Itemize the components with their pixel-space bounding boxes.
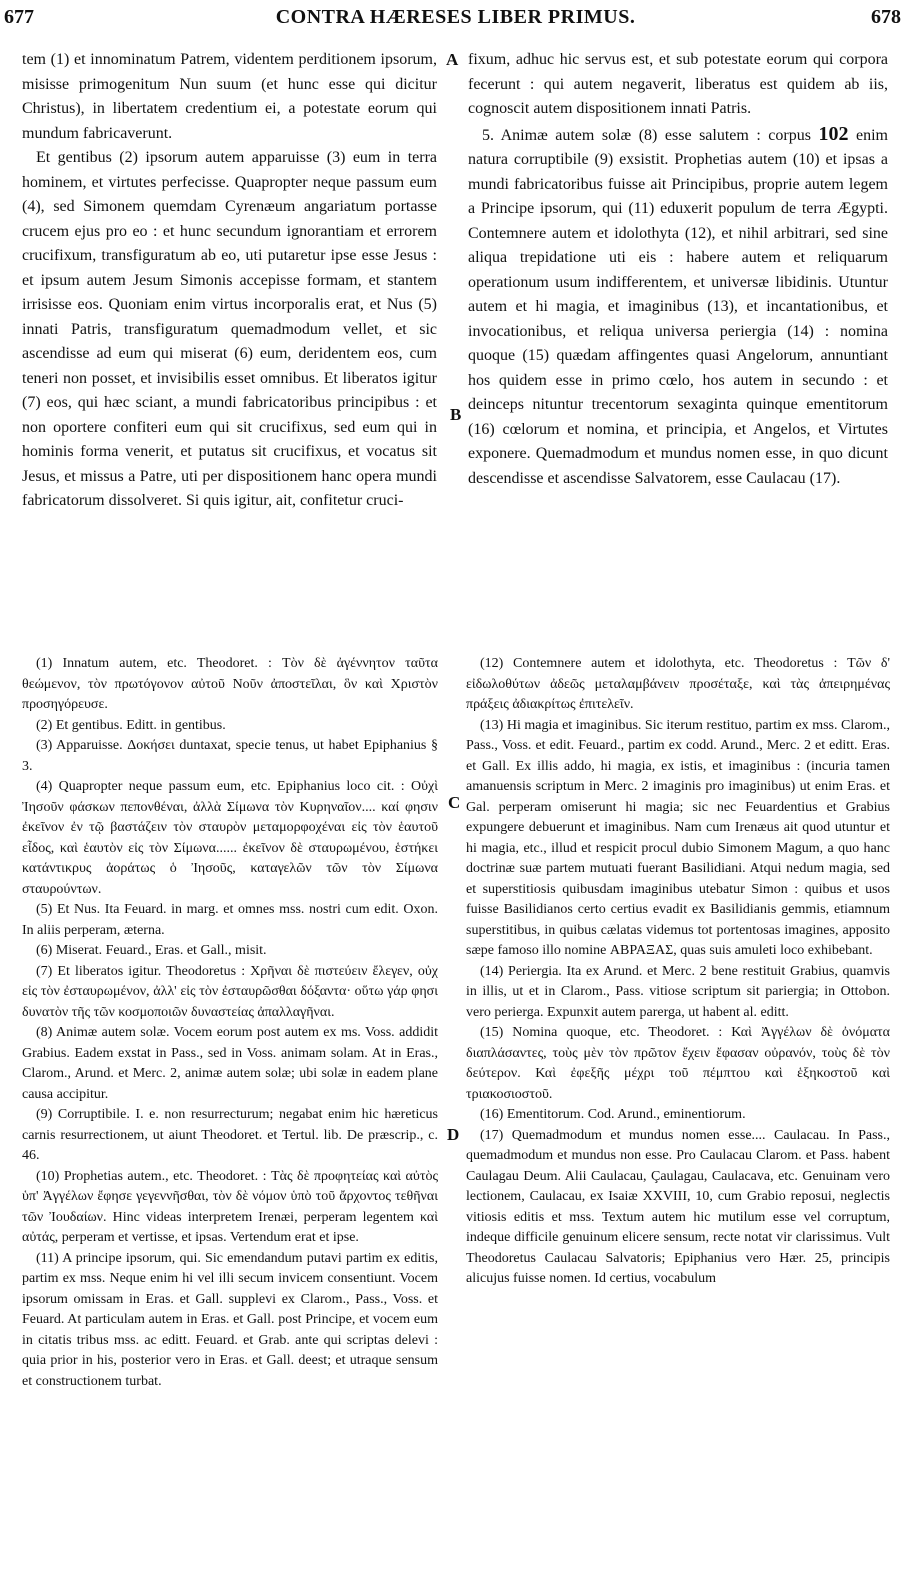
main-paragraph: fixum, adhuc hic servus est, et sub potestate eorum qui corpora fecerunt : qui autem negaverit, liberatus est quidem ab iis, cognoscit autem dispositionem innati Patris. xyxy=(468,51,888,117)
footnote: (1) Innatum autem, etc. Theodoret. : Τὸν δὲ ἀγέννητον ταῦτα θεώμενον, τὸν πρωτόγονον αὐτοῦ Νοῦν ἀποστεῖλαι, ὃν καὶ Χριστὸν προσηγόρευσε. xyxy=(22,656,438,712)
footnote: (7) Et liberatos igitur. Theodoretus : Χρῆναι δὲ πιστεύειν ἔλεγεν, οὐχ εἰς τὸν ἐσταυρωμένον, ἀλλ' εἰς τὸν ἐσταυρῶσθαι δόξαντα· οὕτω γάρ φησι δυνατὸν τῆς τῶν κοσμοποιῶν δυναστείας ἀπαλλαγῆναι. xyxy=(22,963,438,1020)
footnote: (17) Quemadmodum et mundus nomen esse.... Caulacau. In Pass., quemadmodum et mundus non esse. Pro Caulacau Clarom. et Pass. habent Caulagau Deum. Alii Caulacau, Çaulagau, Caulacava, etc. Genuinam vero lectionem, Caulacau, ex Isaiæ XXVIII, 10, cum Grabio reposui, neglectis vitiosis editis et mss. Textum autem hic mutilum esse vel corruptum, indeque difficile genuinum elicere sensum, recte notat vir clarissimus. Vult Theodoretus Caulacau Salvatoris; Epiphanius vero Hær. 25, principis alicujus fuisse nomen. Id certius, vocabulum xyxy=(466,1127,890,1286)
section-text-cont: enim natura corruptibile (9) exsistit. Prophetias autem (10) et ipsas a mundi fabricatoribus fuisse ait Principibus, proprie autem legem a Principe ipsorum, qui (11) eduxerit populum de terra Ægypti. Contemnere autem et idolothyta (12), et nihil arbitrari, sed sine aliqua trepidatione uti eis : habere autem et reliquarum operationum usum indifferentem, et universæ libidinis. Utuntur autem et hi magia, et imaginibus (13), et incantationibus, et invocationibus, et reliqua universa periergia (14) : nomina quoque (15) quædam affingentes quasi Angelorum, annuntiant hos quidem esse in primo cœlo, hos autem in secundo : et deinceps nituntur trecentorum sexaginta quinque ementitorum (16) cœlorum et nomina, et principia, et Angelos, et Virtutes exponere. Quemadmodum et mundus nomen esse, in quo dicunt descendisse et ascendisse Salvatorem, esse Caulacau (17). xyxy=(468,126,888,487)
footnote: (11) A principe ipsorum, qui. Sic emendandum putavi partim ex editis, partim ex mss. Neque enim hi vel illi secum invicem consentiunt. Vocem ipsorum omissam in Eras. et Gall. supplevi ex Clarom., Pass., Voss. et Feuard. At particulam autem in Eras. et Gall. post Principe, et vocem eum in citatis tribus mss. ac editt. Feuard. et Grab. ante qui scriptas delevi : quia prior in his, posterior vero in Eras. et Gall. deest; et utraque sensum et constructionem turbat. xyxy=(22,1250,438,1389)
main-text-left-column xyxy=(22,48,437,514)
margin-letter-b: B xyxy=(450,405,462,424)
footnote: (2) Et gentibus. Editt. in gentibus. xyxy=(36,717,226,733)
margin-letter-c: C xyxy=(448,793,461,812)
footnote: (15) Nomina quoque, etc. Theodoret. : Καὶ Ἀγγέλων δὲ ὀνόματα διαπλάσαντες, τοὺς μὲν τὸν πρῶτον ἔχειν ἔφασαν οὐρανόν, τοὺς δὲ τὸν δεύτερον. Καὶ ἐφεξῆς μέχρι τοῦ πέμπτου καὶ ἑξηκοστοῦ καὶ τριακοσιοστοῦ. xyxy=(466,1025,890,1102)
footnote: (10) Prophetias autem., etc. Theodoret. : Τὰς δὲ προφητείας καὶ αὐτὸς ὑπ' Ἀγγέλων ἔφησε γεγεννῆσθαι, τὸν δὲ νόμον ὑπὸ τοῦ ἄρχοντος τεθῆναι τῶν Ἰουδαίων. Hinc videas interpretem Irenæi, perperam legentem καὶ αὐτάς, perperam et vertisse, et ipsas. Vertendum erat et ipse. xyxy=(22,1168,438,1245)
main-paragraph: Et gentibus (2) ipsorum autem apparuisse (3) eum in terra hominem, et virtutes perfecisse. Quapropter neque passum eum (4), sed Simonem quemdam Cyrenæum angariatum portasse crucem ejus pro eo : et hunc secundum ignorantiam et errorem crucifixum, transfiguratum ab eo, uti putaretur ipse esse Jesus : et ipsum autem Jesum Simonis accepisse formam, et stantem irrisisse eos. Quoniam enim virtus incorporalis erat, et Nus (5) innati Patris, transfiguratum quemadmodum vellet, et sic ascendisse ad eum qui miserat (6) eum, deridentem eos, cum teneri non posset, et invisibilis esset omnibus. Et liberatos igitur (7) eos, qui hæc sciant, a mundi fabricatoribus principibus : et non oportere confiteri eum qui sit crucifixus, sed eum qui in hominis forma venerit, et putatus sit crucifixus, et vocatus sit Jesus, et missus a Patre, uti per dispositionem hanc opera mundi fabricatorum dissolveret. Si quis igitur, ait, confitetur cruci- xyxy=(22,149,437,509)
footnote: (3) Apparuisse. Δοκήσει duntaxat, specie tenus, ut habet Epiphanius § 3. xyxy=(22,738,438,774)
footnote: (6) Miserat. Feuard., Eras. et Gall., misit. xyxy=(36,943,267,958)
running-title: CONTRA HÆRESES LIBER PRIMUS. xyxy=(275,6,636,28)
section-number-badge: 102 xyxy=(818,122,849,145)
footnote: (5) Et Nus. Ita Feuard. in marg. et omnes mss. nostri cum edit. Oxon. In aliis perperam, æterna. xyxy=(22,902,438,938)
footnote: (13) Hi magia et imaginibus. Sic iterum restituo, partim ex mss. Clarom., Pass., Voss. et edit. Feuard., partim ex codd. Arund., Merc. 2 et editt. Eras. et Gall. Ex illis addo, hi magia, ex istis, et imaginibus : (incuria tamen amanuensis scriptum in Merc. 2 imaginis pro imaginibus) ut enim Eras. et Gal. perperam omiserunt hi magia; sic nec Feuardentius et Grabius expungere debuerunt et imaginibus. Nam cum Irenæus ait quod utuntur et hi magia, etc., illud et respicit procul dubio Simonem Magum, a quo hanc doctrinæ suæ partem mutuati fuerant Basilidiani. Atqui nedum magia, sed et superstitiosis quibusdam imaginibus utebatur Simon : quibus et usos fuisse Basilidianos certo certius evadit ex Basilidianis gemmis, etiamnum superstitibus, in quibus cælatas videmus tot portentosas imagines, apposito sæpe famoso illo nomine ΑΒΡΑΞΑΣ, quas suis amuleti loco exhibebant. xyxy=(466,717,890,958)
margin-letter-a: A xyxy=(446,50,459,69)
footnote: (4) Quapropter neque passum eum, etc. Epiphanius loco cit. : Οὐχὶ Ἰησοῦν φάσκων πεπονθέναι, ἀλλὰ Σίμωνα τὸν Κυρηναῖον.... καί φησιν ἐκεῖνον ἐν τῷ βαστάζειν τὸν σταυρὸν μεταμορφοχέναι εἰς τὸν ἑαυτοῦ εἶδος, καὶ ἑαυτὸν εἰς τὸν Σίμωνα...... ἐκεῖνον δὲ σταυρωμένου, ἑστήκει κατάντικρυς ἀοράτως ὁ Ἰησοῦς, καταγελῶν τῶν τὸν Σίμωνα σταυρούντων. xyxy=(22,779,438,897)
footnotes-right-column xyxy=(466,654,890,1290)
footnote: (9) Corruptibile. I. e. non resurrecturum; negabat enim hic hæreticus carnis resurrectionem, ut aiunt Theodoret. et Tertul. lib. De præscrip., c. 46. xyxy=(22,1107,438,1163)
footnote: (8) Animæ autem solæ. Vocem eorum post autem ex ms. Voss. addidit Grabius. Eadem exstat in Pass., sed in Voss. animam solam. At in Eras., Clarom., Arund. et Merc. 2, animæ autem solæ; ubi solæ in eadem plane causa accipitur. xyxy=(22,1025,438,1102)
main-paragraph: tem (1) et innominatum Patrem, videntem perditionem ipsorum, misisse primogenitum Nun suum (et hunc esse qui dicitur Christus), in libertatem credentium ei, a potestate eorum qui mundum fabricaverunt. xyxy=(22,51,437,142)
section-text: 5. Animæ autem solæ (8) esse salutem : corpus xyxy=(482,126,811,144)
footnotes-left-column xyxy=(22,654,438,1392)
main-text-right-column xyxy=(468,48,888,491)
footnote: (12) Contemnere autem et idolothyta, etc. Theodoretus : Τῶν δ' εἰδωλοθύτων ἀδεῶς μεταλαμβάνειν προσέταξε, καὶ τὰς ἀπειρημένας πράξεις ἀδιακρίτως ἐπιτελεῖν. xyxy=(466,656,890,712)
page-number-right: 678 xyxy=(871,6,901,28)
main-paragraph-section-5 xyxy=(468,122,888,492)
footnote: (14) Periergia. Ita ex Arund. et Merc. 2 bene restituit Grabius, quamvis in illis, ut et in Clarom., Pass. vitiose scriptum sit pariergia; in Ottobon. vero perierga. Expunxit autem parerga, ut habent al. editt. xyxy=(466,963,890,1020)
margin-letter-d: D xyxy=(447,1125,460,1144)
page-number-left: 677 xyxy=(4,6,34,28)
running-header xyxy=(0,0,911,40)
footnote: (16) Ementitorum. Cod. Arund., eminentiorum. xyxy=(480,1107,746,1122)
